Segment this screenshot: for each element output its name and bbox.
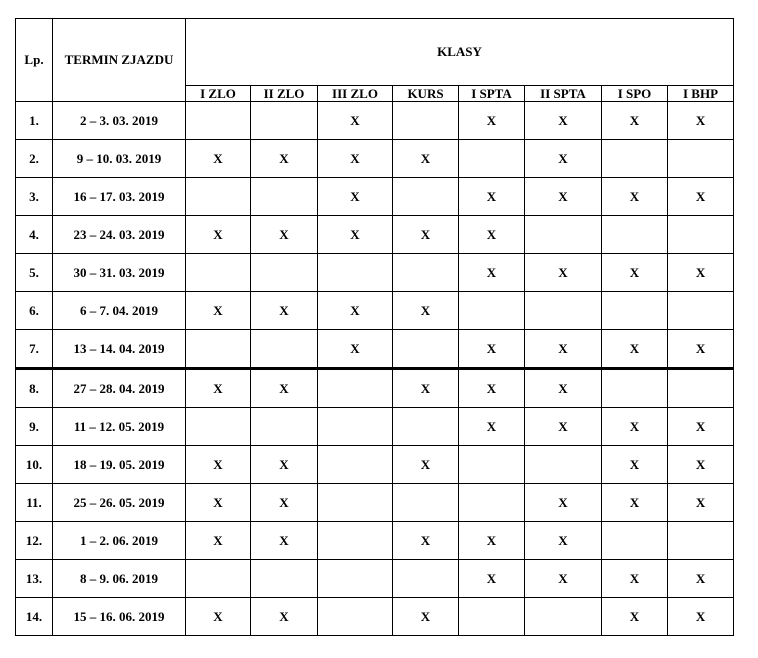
class-header: II SPTA bbox=[525, 86, 602, 102]
class-mark-cell: X bbox=[459, 216, 525, 254]
table-row bbox=[16, 598, 734, 636]
class-mark-cell bbox=[318, 446, 393, 484]
table-row bbox=[16, 254, 734, 292]
class-mark-cell: X bbox=[602, 178, 668, 216]
class-mark-cell bbox=[459, 446, 525, 484]
class-mark-cell: X bbox=[668, 560, 734, 598]
class-mark-cell bbox=[186, 560, 251, 598]
class-mark-cell: X bbox=[186, 598, 251, 636]
class-mark-cell bbox=[318, 560, 393, 598]
class-mark-cell bbox=[186, 178, 251, 216]
row-date: 8 – 9. 06. 2019 bbox=[53, 560, 186, 598]
row-date: 25 – 26. 05. 2019 bbox=[53, 484, 186, 522]
row-date: 16 – 17. 03. 2019 bbox=[53, 178, 186, 216]
class-mark-cell bbox=[251, 560, 318, 598]
class-mark-cell: X bbox=[525, 522, 602, 560]
class-mark-cell: X bbox=[525, 178, 602, 216]
class-mark-cell bbox=[602, 216, 668, 254]
class-mark-cell: X bbox=[318, 292, 393, 330]
class-mark-cell: X bbox=[668, 484, 734, 522]
table-row bbox=[16, 216, 734, 254]
class-mark-cell bbox=[186, 102, 251, 140]
row-date: 9 – 10. 03. 2019 bbox=[53, 140, 186, 178]
class-mark-cell: X bbox=[525, 254, 602, 292]
table-row bbox=[16, 484, 734, 522]
table-row bbox=[16, 446, 734, 484]
row-number: 7. bbox=[16, 330, 53, 369]
class-mark-cell: X bbox=[318, 216, 393, 254]
table-row bbox=[16, 522, 734, 560]
lp-header: Lp. bbox=[16, 19, 53, 102]
row-number: 5. bbox=[16, 254, 53, 292]
class-mark-cell bbox=[393, 254, 459, 292]
class-mark-cell: X bbox=[602, 484, 668, 522]
class-mark-cell bbox=[459, 292, 525, 330]
class-mark-cell bbox=[251, 178, 318, 216]
klasy-header: KLASY bbox=[186, 19, 734, 86]
class-mark-cell bbox=[251, 330, 318, 369]
class-mark-cell: X bbox=[602, 446, 668, 484]
class-mark-cell bbox=[318, 369, 393, 408]
row-date: 30 – 31. 03. 2019 bbox=[53, 254, 186, 292]
class-mark-cell bbox=[602, 140, 668, 178]
class-mark-cell: X bbox=[525, 560, 602, 598]
row-number: 4. bbox=[16, 216, 53, 254]
class-mark-cell: X bbox=[251, 522, 318, 560]
class-mark-cell: X bbox=[186, 369, 251, 408]
class-mark-cell bbox=[318, 254, 393, 292]
class-header: III ZLO bbox=[318, 86, 393, 102]
class-mark-cell bbox=[318, 484, 393, 522]
row-date: 27 – 28. 04. 2019 bbox=[53, 369, 186, 408]
schedule-table bbox=[15, 18, 734, 636]
class-mark-cell: X bbox=[525, 484, 602, 522]
class-mark-cell bbox=[393, 484, 459, 522]
class-mark-cell bbox=[602, 292, 668, 330]
class-mark-cell: X bbox=[251, 369, 318, 408]
class-header: I SPO bbox=[602, 86, 668, 102]
class-mark-cell: X bbox=[251, 446, 318, 484]
class-mark-cell: X bbox=[251, 598, 318, 636]
class-mark-cell: X bbox=[186, 140, 251, 178]
class-mark-cell: X bbox=[525, 140, 602, 178]
class-mark-cell: X bbox=[393, 216, 459, 254]
class-mark-cell: X bbox=[602, 598, 668, 636]
class-mark-cell: X bbox=[602, 330, 668, 369]
class-mark-cell: X bbox=[668, 254, 734, 292]
row-date: 6 – 7. 04. 2019 bbox=[53, 292, 186, 330]
class-mark-cell: X bbox=[602, 408, 668, 446]
class-mark-cell: X bbox=[668, 102, 734, 140]
class-mark-cell: X bbox=[186, 446, 251, 484]
row-number: 2. bbox=[16, 140, 53, 178]
class-mark-cell: X bbox=[459, 254, 525, 292]
class-mark-cell: X bbox=[318, 330, 393, 369]
class-mark-cell bbox=[602, 369, 668, 408]
class-header: I ZLO bbox=[186, 86, 251, 102]
class-mark-cell: X bbox=[318, 178, 393, 216]
table-row bbox=[16, 330, 734, 369]
class-mark-cell bbox=[186, 330, 251, 369]
class-mark-cell: X bbox=[668, 446, 734, 484]
class-mark-cell bbox=[393, 560, 459, 598]
class-mark-cell: X bbox=[251, 484, 318, 522]
class-mark-cell: X bbox=[186, 216, 251, 254]
class-mark-cell bbox=[459, 598, 525, 636]
class-mark-cell: X bbox=[393, 292, 459, 330]
class-header: I BHP bbox=[668, 86, 734, 102]
class-mark-cell bbox=[525, 446, 602, 484]
class-mark-cell: X bbox=[602, 254, 668, 292]
class-mark-cell: X bbox=[459, 102, 525, 140]
table-row bbox=[16, 369, 734, 408]
row-number: 10. bbox=[16, 446, 53, 484]
class-mark-cell bbox=[186, 408, 251, 446]
class-mark-cell bbox=[393, 330, 459, 369]
row-number: 14. bbox=[16, 598, 53, 636]
class-mark-cell: X bbox=[602, 560, 668, 598]
class-header: II ZLO bbox=[251, 86, 318, 102]
class-mark-cell: X bbox=[393, 522, 459, 560]
class-header: I SPTA bbox=[459, 86, 525, 102]
schedule-body bbox=[16, 102, 734, 636]
class-mark-cell: X bbox=[186, 522, 251, 560]
row-number: 3. bbox=[16, 178, 53, 216]
class-mark-cell: X bbox=[251, 292, 318, 330]
class-mark-cell bbox=[251, 102, 318, 140]
row-date: 11 – 12. 05. 2019 bbox=[53, 408, 186, 446]
class-mark-cell: X bbox=[525, 408, 602, 446]
class-mark-cell bbox=[393, 408, 459, 446]
class-mark-cell: X bbox=[318, 140, 393, 178]
class-mark-cell bbox=[668, 522, 734, 560]
class-mark-cell: X bbox=[459, 369, 525, 408]
table-row bbox=[16, 178, 734, 216]
class-mark-cell bbox=[318, 598, 393, 636]
class-mark-cell bbox=[459, 140, 525, 178]
class-mark-cell bbox=[251, 254, 318, 292]
row-number: 6. bbox=[16, 292, 53, 330]
class-mark-cell: X bbox=[668, 178, 734, 216]
table-row bbox=[16, 408, 734, 446]
class-mark-cell: X bbox=[393, 140, 459, 178]
class-mark-cell: X bbox=[186, 292, 251, 330]
class-mark-cell: X bbox=[318, 102, 393, 140]
termin-header: TERMIN ZJAZDU bbox=[53, 19, 186, 102]
row-number: 8. bbox=[16, 369, 53, 408]
row-date: 2 – 3. 03. 2019 bbox=[53, 102, 186, 140]
class-mark-cell: X bbox=[602, 102, 668, 140]
class-mark-cell bbox=[186, 254, 251, 292]
row-number: 13. bbox=[16, 560, 53, 598]
table-row bbox=[16, 560, 734, 598]
class-mark-cell: X bbox=[393, 369, 459, 408]
class-mark-cell: X bbox=[459, 408, 525, 446]
table-row bbox=[16, 292, 734, 330]
class-mark-cell bbox=[525, 292, 602, 330]
class-mark-cell bbox=[318, 522, 393, 560]
class-mark-cell: X bbox=[525, 330, 602, 369]
class-mark-cell: X bbox=[525, 369, 602, 408]
class-mark-cell bbox=[393, 102, 459, 140]
row-date: 23 – 24. 03. 2019 bbox=[53, 216, 186, 254]
class-mark-cell: X bbox=[459, 330, 525, 369]
class-mark-cell bbox=[393, 178, 459, 216]
row-number: 12. bbox=[16, 522, 53, 560]
row-date: 15 – 16. 06. 2019 bbox=[53, 598, 186, 636]
class-mark-cell bbox=[318, 408, 393, 446]
table-row bbox=[16, 140, 734, 178]
row-date: 13 – 14. 04. 2019 bbox=[53, 330, 186, 369]
row-date: 18 – 19. 05. 2019 bbox=[53, 446, 186, 484]
class-mark-cell: X bbox=[525, 102, 602, 140]
class-mark-cell bbox=[525, 598, 602, 636]
class-mark-cell: X bbox=[251, 216, 318, 254]
class-mark-cell bbox=[668, 292, 734, 330]
class-mark-cell bbox=[668, 369, 734, 408]
class-mark-cell: X bbox=[459, 522, 525, 560]
table-row bbox=[16, 102, 734, 140]
class-mark-cell bbox=[251, 408, 318, 446]
class-mark-cell: X bbox=[393, 598, 459, 636]
row-number: 1. bbox=[16, 102, 53, 140]
class-header: KURS bbox=[393, 86, 459, 102]
class-mark-cell: X bbox=[459, 178, 525, 216]
class-mark-cell: X bbox=[393, 446, 459, 484]
class-mark-cell: X bbox=[186, 484, 251, 522]
row-number: 11. bbox=[16, 484, 53, 522]
class-mark-cell: X bbox=[668, 598, 734, 636]
class-mark-cell bbox=[668, 216, 734, 254]
row-number: 9. bbox=[16, 408, 53, 446]
class-mark-cell bbox=[525, 216, 602, 254]
class-mark-cell: X bbox=[668, 408, 734, 446]
class-mark-cell bbox=[459, 484, 525, 522]
class-mark-cell: X bbox=[668, 330, 734, 369]
class-mark-cell: X bbox=[251, 140, 318, 178]
row-date: 1 – 2. 06. 2019 bbox=[53, 522, 186, 560]
class-mark-cell: X bbox=[459, 560, 525, 598]
class-mark-cell bbox=[668, 140, 734, 178]
class-mark-cell bbox=[602, 522, 668, 560]
